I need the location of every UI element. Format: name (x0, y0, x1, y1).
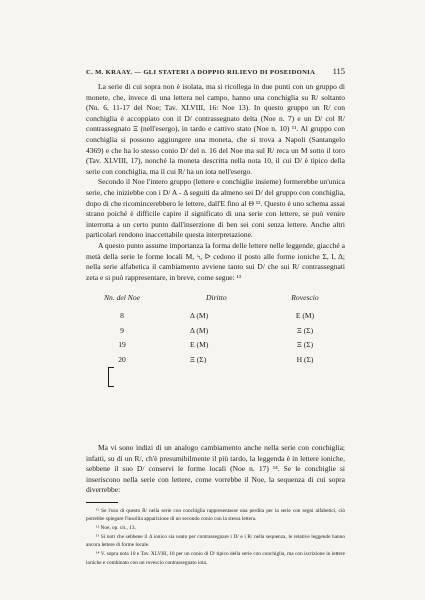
table-row (86, 326, 345, 341)
row-rovescio: H (Σ) (296, 354, 314, 364)
page-number: 115 (332, 66, 345, 76)
bracket-mark (108, 367, 114, 387)
row-rovescio: Ξ (Σ) (296, 340, 314, 350)
footnote-divider (86, 502, 118, 503)
row-diritto: Ξ (Σ) (190, 354, 207, 364)
table-row (86, 355, 345, 370)
table-row (86, 311, 345, 326)
paragraph: Ma vi sono indizi di un analogo cambiamento anche nella serie con conchiglia; infatti, su di un R/, ch'è presumibilmente il più tardo, la leggenda è in lettere ioniche, sebbene il suo D/ conservi le forme locali (Noe n. 17) ¹⁴. Se le conchiglie si inseriscono nella serie con lettere, come vorrebbe il Noe, la sequenza di cui sopra diverrebbe: (86, 443, 345, 495)
letter-table (86, 293, 345, 369)
table-row (86, 340, 345, 355)
column-header-noe: Nn. del Noe (103, 293, 141, 302)
row-diritto: Δ (M) (190, 325, 209, 335)
footnote: ¹¹ Se l'uso di questo R/ nella serie con conchiglia rappresentasse una perdita per la serie con segni alfabetici, ciò potrebbe spiegare l'insolita apparizione di un secondo conio con la stessa lettera. (86, 508, 345, 523)
table-header-row (86, 293, 345, 311)
main-text-continued (86, 443, 345, 496)
main-text (86, 82, 345, 283)
column-header-diritto: Diritto (206, 293, 227, 302)
paragraph: A questo punto assume importanza la forma delle lettere nelle leggende, giacché a metà della serie le forme locali M, ϟ, ᐅ cedono il posto alle forme ioniche Σ, Ι, Δ; nella serie alfabetica il cambiamento avviene tanto sui D/ che sui R/ contrassegnati zeta e si può rappresentare, in breve, come segue: ¹³ (86, 240, 345, 282)
row-rovescio: Ξ (Σ) (296, 325, 314, 335)
row-diritto: Δ (M) (190, 311, 209, 320)
running-head: C. M. KRAAY. — GLI STATERI A DOPPIO RILIEVO DI POSEIDONIA (86, 69, 316, 76)
column-header-rovescio: Rovescio (291, 293, 319, 302)
row-number: 9 (120, 325, 124, 335)
row-number: 19 (118, 340, 126, 350)
row-rovescio: E (M) (295, 311, 315, 320)
paragraph: Secondo il Noe l'intero gruppo (lettere e conchiglie insieme) formerebbe un'unica serie, che iniziebbe con i D/ A - Δ seguiti da almeno sei D/ del gruppo con conchiglia, dopo di che ricomincerebbero le lettere, dall'E fino al Θ ¹². Questo è uno schema assai strano poiché è difficile capire il significato di una serie con lettere, se può venire interrotta a un certo punto dall'inserzione di ben sei coni senza lettere. Anche altri particolari rendono inaccettabile questa interpretazione. (86, 177, 345, 240)
footnote: ¹³ Si noti che sebbene il Δ ionico sia usato per contrassegnare i D/ e i R/ nella sequenza, le relative leggende hanno ancora lettere di forme locale. (86, 534, 345, 549)
row-number: 8 (120, 311, 124, 320)
footnotes (86, 507, 345, 567)
row-diritto: E (M) (190, 340, 209, 350)
footnote: ¹⁴ V. sopra nota 10 e Tav. XLVIII, 18 per un conio di D/ tipico della serie con conchiglia, ma con iscrizione in lettere ioniche e combinato con un rovescio contrassegnato iota. (86, 551, 345, 566)
page-header (86, 66, 345, 76)
paragraph: La serie di cui sopra non è isolata, ma si ricollega in due punti con un gruppo di monete, che, invece di una lettera nel campo, hanno una conchiglia su R/ soltanto (Nn. 6, 11-17 del Noe; Tav. XLVIII, 16: Noe 13). In questo gruppo un R/ con conchiglia è accoppiato con il D/ contrassegnato delta (Noe n. 7) e un D/ col R/ contrassegnato Ξ (nell'esergo), in tardo e cattivo stato (Noe n. 10) ¹¹. Al gruppo con conchiglia si possono aggiungere una moneta, che si trova a Napoli (Santangelo 4369) e che ha lo stesso conio D/ del n. 16 del Noe ma sul R/ reca un M sotto il toro (Tav. XLVIII, 17), nonché la moneta descritta nella nota 10, il cui D/ è tipico della serie con conchiglia, ma il cui R/ ha un iota nell'esergo. (86, 82, 345, 176)
row-number: 20 (118, 354, 126, 364)
footnote: ¹² Noe, op. cit., 13. (96, 525, 136, 532)
